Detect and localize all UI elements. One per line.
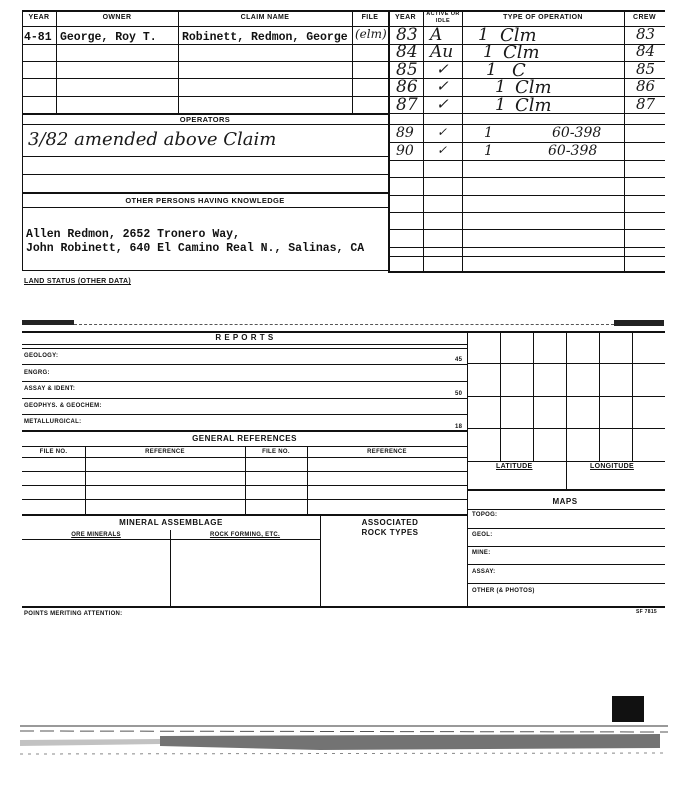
activity-num: 1	[484, 143, 493, 159]
report-label: GEOPHYS. & GEOCHEM:	[24, 403, 102, 409]
operators-header: OPERATORS	[179, 115, 231, 124]
scan-mark	[22, 320, 74, 325]
report-number: 50	[455, 391, 463, 397]
report-label: GEOLOGY:	[24, 353, 59, 359]
activity-status: Au	[430, 42, 454, 62]
activity-type: Clm	[515, 77, 552, 98]
activity-crew: 84	[636, 42, 656, 60]
header-type: TYPE OF OPERATION	[503, 14, 583, 21]
activity-status: ✓	[436, 60, 449, 78]
activity-status: ✓	[436, 95, 449, 113]
ref-column-header: FILE NO.	[39, 449, 68, 455]
ore-minerals-label: ORE MINERALS	[71, 532, 121, 538]
claim-name: Robinett, Redmon, George	[182, 31, 348, 44]
activity-type: 60-398	[548, 143, 598, 159]
mineral-assemblage-header: MINERAL ASSEMBLAGE	[119, 518, 223, 527]
activity-num: 1	[495, 95, 506, 115]
owner-year: 4-81	[24, 31, 52, 44]
report-number: 18	[455, 424, 463, 430]
general-references-header: GENERAL REFERENCES	[192, 434, 297, 443]
activity-status: ✓	[437, 125, 448, 139]
activity-year: 84	[396, 42, 418, 62]
person-1: Allen Redmon, 2652 Tronero Way,	[26, 228, 240, 241]
file-mark: (elm)	[355, 27, 387, 41]
associated-rock-types-label: ASSOCIATED ROCK TYPES	[361, 518, 419, 537]
activity-num: 1	[483, 42, 494, 62]
header-claim-name: CLAIM NAME	[240, 14, 290, 21]
maps-header: MAPS	[552, 497, 578, 506]
owner-name: George, Roy T.	[60, 31, 157, 44]
report-label: ENGRG:	[24, 370, 50, 376]
activity-year: 87	[396, 95, 418, 115]
activity-type: C	[512, 60, 526, 81]
map-item: ASSAY:	[472, 569, 496, 575]
map-item: OTHER (& PHOTOS)	[472, 588, 535, 594]
person-2: John Robinett, 640 El Camino Real N., Salinas, CA	[26, 242, 365, 255]
ref-column-header: REFERENCE	[145, 449, 185, 455]
activity-type: Clm	[500, 25, 537, 46]
operators-note: 3/82 amended above Claim	[28, 129, 277, 150]
header-owner: OWNER	[102, 14, 132, 21]
activity-year: 90	[396, 143, 414, 159]
points-meriting-attention-label: POINTS MERITING ATTENTION:	[24, 611, 123, 617]
activity-num: 1	[486, 60, 497, 80]
header-file: FILE	[361, 14, 379, 21]
land-status-label: LAND STATUS (OTHER DATA)	[24, 278, 132, 285]
rock-forming-label: ROCK FORMING, ETC.	[209, 532, 281, 538]
activity-num: 1	[478, 25, 489, 45]
activity-year: 85	[396, 60, 418, 80]
activity-crew: 85	[636, 60, 656, 78]
activity-type: Clm	[503, 42, 540, 63]
activity-num: 1	[484, 125, 493, 141]
activity-crew: 83	[636, 25, 656, 43]
other-persons-header: OTHER PERSONS HAVING KNOWLEDGE	[125, 196, 285, 205]
activity-year: 86	[396, 77, 418, 97]
activity-year: 83	[396, 25, 418, 45]
report-number: 45	[455, 357, 463, 363]
header-active: ACTIVE OR IDLE	[426, 11, 460, 24]
header-crew: CREW	[633, 14, 656, 21]
report-label: ASSAY & IDENT:	[24, 386, 76, 392]
latitude-label: LATITUDE	[496, 463, 533, 470]
reports-header: R E P O R T S	[215, 333, 274, 342]
scan-mark	[612, 696, 644, 722]
scan-mark	[614, 320, 664, 326]
activity-status: A	[430, 25, 443, 45]
map-item: TOPOG:	[472, 512, 498, 518]
header-year: YEAR	[28, 14, 50, 21]
header-year-right: YEAR	[394, 14, 417, 21]
report-label: METALLURGICAL:	[24, 419, 82, 425]
activity-year: 89	[396, 125, 414, 141]
ref-column-header: FILE NO.	[262, 449, 290, 455]
scan-noise-band	[20, 722, 668, 762]
activity-status: ✓	[437, 143, 448, 157]
longitude-label: LONGITUDE	[590, 463, 634, 470]
activity-num: 1	[495, 77, 506, 97]
activity-type: 60-398	[552, 125, 602, 141]
activity-crew: 87	[636, 95, 656, 113]
activity-type: Clm	[515, 95, 552, 116]
form-number: SF 7815	[636, 609, 658, 615]
map-item: GEOL:	[472, 532, 493, 538]
map-item: MINE:	[472, 550, 491, 556]
activity-crew: 86	[636, 77, 656, 95]
activity-status: ✓	[436, 77, 449, 95]
ref-column-header: REFERENCE	[367, 449, 407, 455]
